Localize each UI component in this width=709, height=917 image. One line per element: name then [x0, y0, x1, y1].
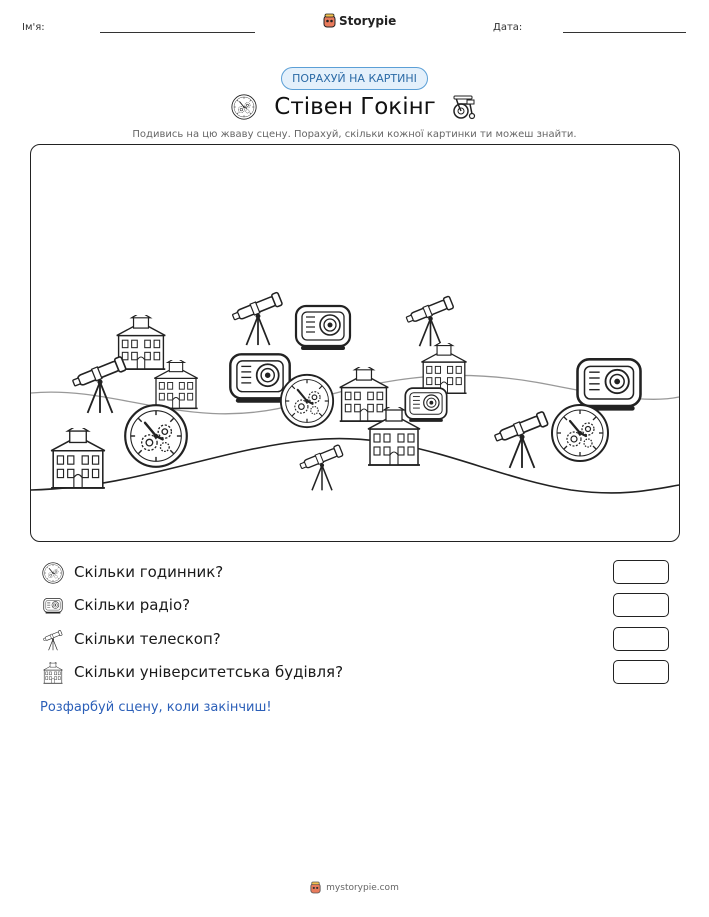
- answer-box-radio[interactable]: [613, 593, 669, 617]
- clock-icon: [552, 405, 608, 461]
- scene-illustration: [31, 145, 679, 541]
- question-clock: [40, 560, 680, 586]
- storypie-mascot-icon: [323, 13, 336, 28]
- radio-icon: [296, 306, 350, 350]
- telescope-icon: [231, 292, 283, 345]
- count-badge: ПОРАХУЙ НА КАРТИНІ: [281, 67, 428, 90]
- question-university-building: [40, 660, 680, 686]
- name-line[interactable]: [100, 32, 255, 33]
- university-building-icon: [340, 364, 389, 421]
- storypie-logo: [323, 13, 396, 28]
- date-line[interactable]: [563, 32, 686, 33]
- footer-link[interactable]: mystorypie.com: [326, 882, 399, 893]
- question-text: Скільки телескоп?: [74, 630, 221, 648]
- radio-icon: [578, 359, 641, 410]
- telescope-icon: [405, 296, 454, 346]
- storypie-mascot-icon: [310, 881, 321, 894]
- answer-box-clock[interactable]: [613, 560, 669, 584]
- telescope-icon: [493, 411, 548, 468]
- counting-scene: [30, 144, 680, 542]
- clock-icon: [125, 405, 187, 467]
- date-label: Дата:: [493, 22, 523, 33]
- clock-icon: [281, 375, 333, 427]
- question-radio: [40, 593, 680, 619]
- university-building-icon: [421, 340, 466, 393]
- university-building-icon: [117, 312, 166, 369]
- question-text: Скільки університетська будівля?: [74, 663, 344, 681]
- telescope-icon: [71, 356, 126, 413]
- coloring-hint: Розфарбуй сцену, коли закінчиш!: [40, 700, 272, 715]
- answer-box-university-building[interactable]: [613, 660, 669, 684]
- telescope-icon: [299, 445, 344, 491]
- brand-name: Storypie: [339, 13, 397, 28]
- clock-icon: [42, 562, 64, 584]
- page-title: Стівен Гокінг: [274, 94, 436, 120]
- radio-icon: [42, 595, 64, 617]
- university-building-icon: [42, 662, 64, 684]
- question-telescope: [40, 627, 680, 653]
- page-subtitle: Подивись на цю жваву сцену. Порахуй, скільки кожної картинки ти можеш знайти.: [132, 129, 577, 140]
- clock-icon: [231, 94, 257, 120]
- question-text: Скільки годинник?: [74, 563, 224, 581]
- footer: [0, 881, 709, 894]
- telescope-icon: [42, 629, 64, 651]
- answer-box-telescope[interactable]: [613, 627, 669, 651]
- university-building-icon: [51, 425, 105, 488]
- question-text: Скільки радіо?: [74, 596, 191, 614]
- name-label: Ім'я:: [22, 22, 45, 33]
- wheelchair-icon: [450, 92, 478, 120]
- radio-icon: [405, 388, 446, 422]
